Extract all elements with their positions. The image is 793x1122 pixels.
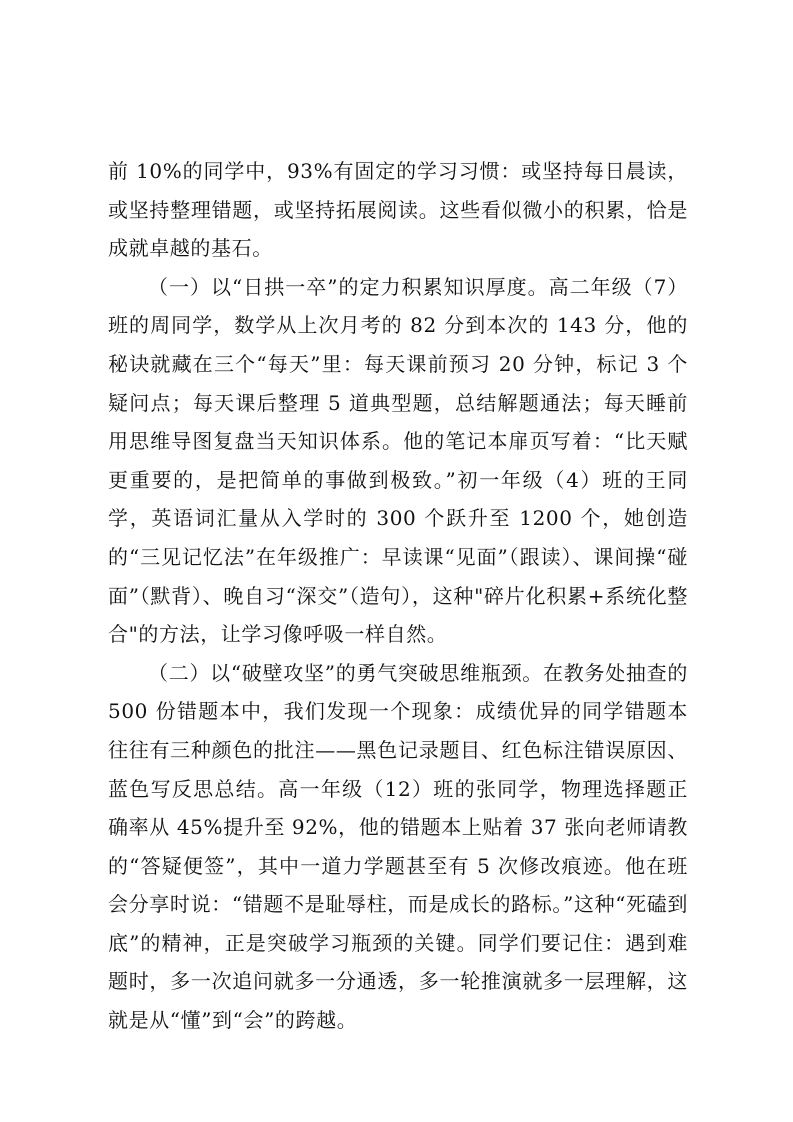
paragraph-section-two: （二）以“破壁攻坚”的勇气突破思维瓶颈。在教务处抽查的 500 份错题本中，我们发现一个现象：成绩优异的同学错题本往往有三种颜色的批注——黑色记录题目、红色标注错误原因、蓝色写反思总结。高一年级（12）班的张同学，物理选择题正确率从 45%提升至 92%，他的错题本上贴着 37 张向老师请教的“答疑便签”，其中一道力学题甚至有 5 次修改痕迹。他在班会分享时说：“错题不是耻辱柱，而是成长的路标。”这种“死磕到底”的精神，正是突破学习瓶颈的关键。同学们要记住：遇到难题时，多一次追问就多一分通透，多一轮推演就多一层理解，这就是从“懂”到“会”的跨越。 [108, 660, 688, 1033]
paragraph-section-one: （一）以“日拱一卒”的定力积累知识厚度。高二年级（7）班的周同学，数学从上次月考的 82 分到本次的 143 分，他的秘诀就藏在三个“每天”里：每天课前预习 20 分钟，标记 3 个疑问点；每天课后整理 5 道典型题，总结解题通法；每天睡前用思维导图复盘当天知识体系。他的笔记本扉页写着：“比天赋更重要的，是把简单的事做到极致。”初一年级（4）班的王同学，英语词汇量从入学时的 300 个跃升至 1200 个，她创造的“三见记忆法”在年级推广：早读课“见面”（跟读）、课间操“碰面”（默背）、晚自习“深交”（造句），这种"碎片化积累+系统化整合"的方法，让学习像呼吸一样自然。 [108, 274, 688, 647]
document-body [108, 152, 688, 1040]
paragraph-continuation: 前 10%的同学中，93%有固定的学习习惯：或坚持每日晨读，或坚持整理错题，或坚持拓展阅读。这些看似微小的积累，恰是成就卓越的基石。 [108, 159, 688, 261]
